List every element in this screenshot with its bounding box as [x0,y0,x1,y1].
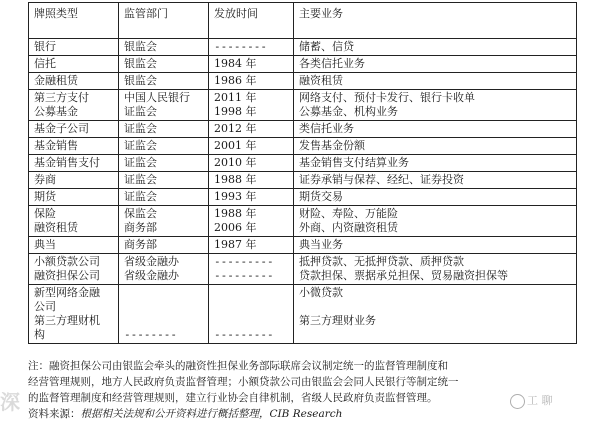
cell-regulator: 银监会 [119,39,209,56]
cell-line: 第三方理财机 [34,314,100,327]
cell-type: 信托 [29,56,119,73]
cell-type: 基金销售支付 [29,155,119,172]
cell-time: 2012 年 [209,121,294,138]
cell-regulator: 证监会 [119,121,209,138]
table-row [29,155,577,172]
cell-business: 融资租赁 [294,73,577,90]
source-text: 根据相关法规和公开资料进行概括整理，CIB Research [80,408,343,420]
table-row [29,121,577,138]
cell-regulator [119,90,209,121]
header-regulator: 监管部门 [119,3,209,39]
cell-line: --------- [214,269,274,282]
cell-line: 2006 年 [214,221,257,234]
cell-line: 抵押贷款、无抵押贷款、质押贷款 [299,255,464,268]
cell-line: 小额贷款公司 [34,255,100,268]
cell-line: 2011 年 [214,91,257,104]
cell-time: 1986 年 [209,73,294,90]
cell-regulator: 银监会 [119,56,209,73]
cell-regulator: -------- [119,285,209,344]
cell-time: 1988 年 [209,172,294,189]
cell-line: 证监会 [124,105,157,118]
cell-time: --------- [209,285,294,344]
source-label: 资料来源： [28,408,81,420]
header-license-type: 牌照类型 [29,3,119,39]
cell-business: 储蓄、信贷 [294,39,577,56]
cell-business [294,90,577,121]
cell-line: 省级金融办 [124,269,179,282]
cell-line: 第三方理财业务 [299,314,376,327]
cell-time: -------- [209,39,294,56]
cell-business: 证券承销与保荐、经纪、证券投资 [294,172,577,189]
table-row [29,172,577,189]
table-row [29,90,577,121]
cell-type: 银行 [29,39,119,56]
cell-regulator: 商务部 [119,237,209,254]
cell-type [29,285,119,344]
cell-time: 1993 年 [209,189,294,206]
cell-line: 公司 [34,300,56,313]
cell-line: 财险、寿险、万能险 [299,207,398,220]
cell-business: 基金销售支付结算业务 [294,155,577,172]
license-table [28,2,577,344]
cell-time [209,90,294,121]
cell-line: 公募基金 [34,105,78,118]
cell-line: 商务部 [124,221,157,234]
table-row [29,189,577,206]
source-line [28,406,584,422]
cell-line: 外商、内资融资租赁 [299,221,398,234]
cell-business: 各类信托业务 [294,56,577,73]
table-row [29,206,577,237]
cell-line: 保监会 [124,207,157,220]
note-line: 的监督管理制度和经营管理规则，建立行业协会自律机制，省级人民政府负责监督管理。 [28,392,438,404]
cell-line: 保险 [34,207,56,220]
cell-time: 2001 年 [209,138,294,155]
cell-business: 发售基金份额 [294,138,577,155]
watermark-left: 深 [0,390,20,414]
cell-type: 期货 [29,189,119,206]
watermark-right [510,392,553,409]
cell-regulator: 银监会 [119,73,209,90]
table-footnote [28,358,584,422]
cell-regulator: 证监会 [119,155,209,172]
cell-regulator: 证监会 [119,172,209,189]
cell-line: 新型网络金融 [34,286,100,299]
table-row [29,285,577,344]
watermark-right-text: 工 聊 [527,394,553,407]
cell-line: 小微贷款 [299,286,343,299]
table-row [29,56,577,73]
cell-line: 公募基金、机构业务 [299,105,398,118]
cell-time: 1984 年 [209,56,294,73]
cell-time [209,206,294,237]
cell-type: 金融租赁 [29,73,119,90]
cell-line: --------- [214,255,274,268]
cell-regulator: 证监会 [119,189,209,206]
cell-line: 融资担保公司 [34,269,100,282]
cell-line: 贷款担保、票据承兑担保、贸易融资担保等 [299,269,508,282]
table-row [29,73,577,90]
header-issue-time: 发放时间 [209,3,294,39]
cell-business: 期货交易 [294,189,577,206]
cell-line: 融资租赁 [34,221,78,234]
table-row [29,39,577,56]
cell-time: 2010 年 [209,155,294,172]
cell-type [29,90,119,121]
wechat-badge-icon [510,394,525,409]
cell-type: 基金销售 [29,138,119,155]
cell-type [29,254,119,285]
cell-line: 中国人民银行 [124,91,190,104]
cell-type: 券商 [29,172,119,189]
cell-line: 1988 年 [214,207,257,220]
table-header-row [29,3,577,39]
cell-line: 构 [34,328,45,341]
cell-regulator [119,206,209,237]
cell-business [294,285,577,344]
note-line: 经营管理规则，地方人民政府负责监督管理；小额贷款公司由银监会会同人民银行等制定统一 [28,376,459,388]
cell-type: 典当 [29,237,119,254]
cell-type [29,206,119,237]
table-row [29,237,577,254]
note-line: 注：融资担保公司由银监会牵头的融资性担保业务部际联席会议制定统一的监督管理制度和 [28,360,448,372]
header-main-business: 主要业务 [294,3,577,39]
cell-business: 典当业务 [294,237,577,254]
cell-time [209,254,294,285]
table-row [29,138,577,155]
cell-business: 类信托业务 [294,121,577,138]
cell-business [294,206,577,237]
table-row [29,254,577,285]
cell-type: 基金子公司 [29,121,119,138]
cell-regulator [119,254,209,285]
cell-line: 1998 年 [214,105,257,118]
cell-line: 网络支付、预付卡发行、银行卡收单 [299,91,475,104]
cell-line: 省级金融办 [124,255,179,268]
cell-line: 第三方支付 [34,91,89,104]
cell-time: 1987 年 [209,237,294,254]
cell-regulator: 证监会 [119,138,209,155]
cell-business [294,254,577,285]
